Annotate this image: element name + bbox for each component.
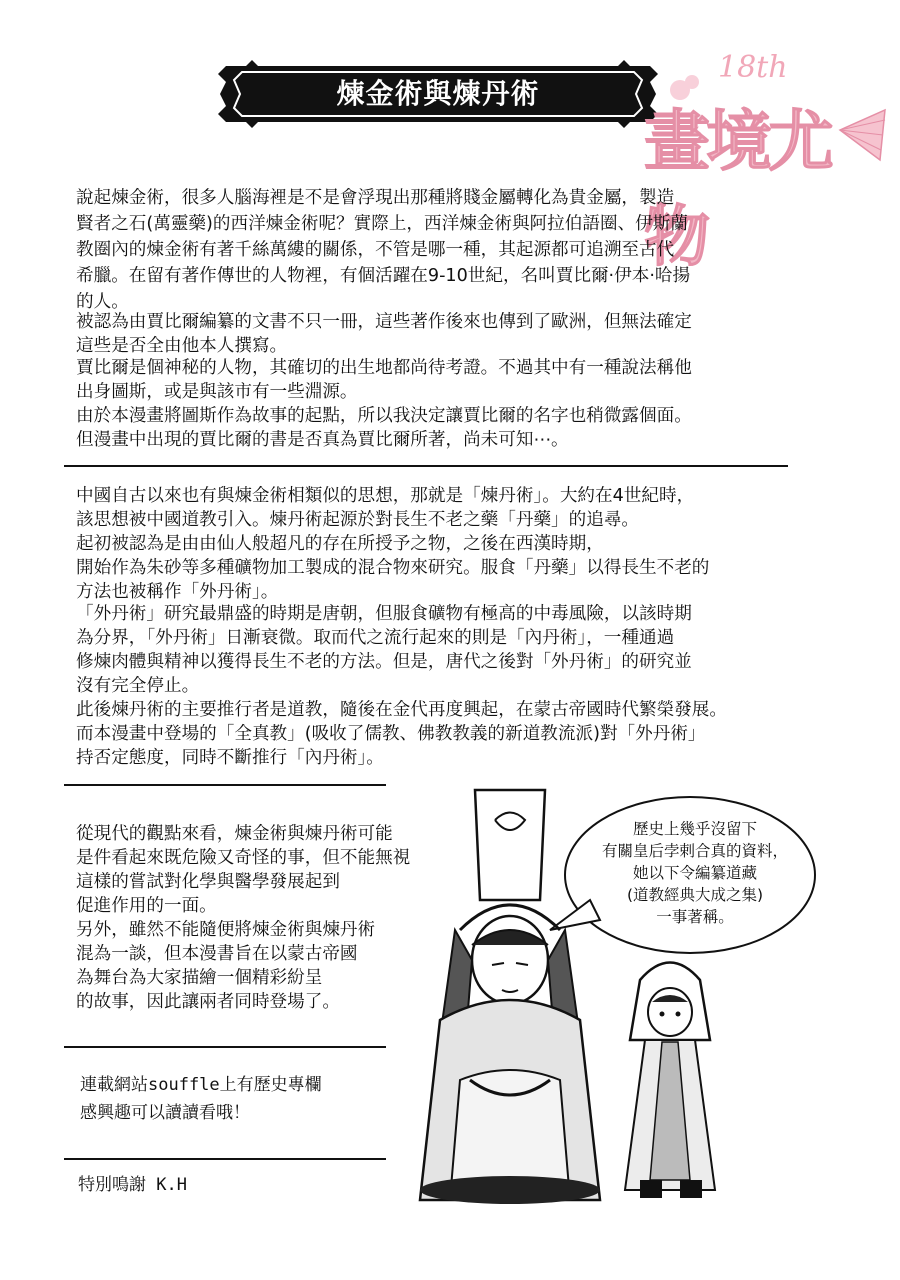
paragraph-line: 的人。	[76, 292, 129, 312]
paragraph-line: 由於本漫畫將圖斯作為故事的起點，所以我決定讓賈比爾的名字也稍微露個面。	[76, 406, 692, 426]
paragraph-line: 被認為由賈比爾編纂的文書不只一冊，這些著作後來也傳到了歐洲，但無法確定	[76, 312, 692, 332]
speech-bubble-line: (道教經典大成之集)	[626, 886, 764, 904]
paragraph-line: 這些是否全由他本人撰寫。	[76, 336, 288, 356]
paragraph-line: 「外丹術」研究最鼎盛的時期是唐朝，但服食礦物有極高的中毒風險，以該時期	[76, 604, 692, 624]
speech-bubble-line: 有關皇后孛剌合真的資料，	[601, 842, 788, 860]
paragraph-line: 教圈內的煉金術有著千絲萬縷的關係，不管是哪一種，其起源都可追溯至古代	[76, 240, 675, 260]
site-logo	[640, 50, 890, 275]
paragraph-line: 希臘。在留有著作傳世的人物裡，有個活躍在9-10世紀，名叫賈比爾·伊本·哈揚	[76, 266, 691, 286]
title-banner	[218, 60, 658, 128]
paragraph-line: 中國自古以來也有與煉金術相類似的思想，那就是「煉丹術」。大約在4世紀時，	[76, 486, 695, 506]
divider	[64, 465, 788, 467]
paragraph-line: 開始作為朱砂等多種礦物加工製成的混合物來研究。服食「丹藥」以得長生不老的	[76, 558, 710, 578]
paragraph-line: 沒有完全停止。	[76, 676, 200, 696]
paragraph-line: 混為一談，但本漫書旨在以蒙古帝國	[76, 944, 358, 964]
paragraph-line: 賈比爾是個神秘的人物，其確切的出生地都尚待考證。不過其中有一種說法稱他	[76, 358, 692, 378]
paragraph-line: 這樣的嘗試對化學與醫學發展起到	[76, 872, 340, 892]
paragraph-line: 從現代的觀點來看，煉金術與煉丹術可能	[76, 824, 393, 844]
paragraph-line: 該思想被中國道教引入。煉丹術起源於對長生不老之藥「丹藥」的追尋。	[76, 510, 640, 530]
paragraph-line: 而本漫畫中登場的「全真教」(吸收了儒教、佛教教義的新道教流派)對「外丹術」	[76, 724, 706, 744]
paragraph-line: 但漫畫中出現的賈比爾的書是否真為賈比爾所著，尚未可知⋯。	[76, 430, 569, 450]
speech-bubble-line: 歷史上幾乎沒留下	[632, 820, 757, 838]
paragraph-line: 的故事，因此讓兩者同時登場了。	[76, 992, 340, 1012]
page-title: 煉金術與煉丹術	[336, 77, 540, 110]
divider	[64, 1158, 386, 1160]
handwritten-note-line: 連載網站souffle上有歷史專欄	[80, 1075, 322, 1095]
speech-bubble-line: 她以下令編纂道藏	[632, 864, 757, 882]
logo-top-text: 18th	[718, 50, 788, 85]
paragraph-line: 出身圖斯，或是與該市有一些淵源。	[76, 382, 358, 402]
paragraph-line: 促進作用的一面。	[76, 896, 217, 916]
logo-main-text: 畫境尤物	[644, 103, 830, 275]
paragraph-line: 起初被認為是由由仙人般超凡的存在所授予之物，之後在西漢時期，	[76, 534, 604, 554]
paragraph-line: 持否定態度，同時不斷推行「內丹術」。	[76, 748, 384, 768]
paragraph-line: 另外，雖然不能隨便將煉金術與煉丹術	[76, 920, 376, 940]
paragraph-line: 是件看起來既危險又奇怪的事，但不能無視	[76, 848, 411, 868]
paragraph-line: 方法也被稱作「外丹術」。	[76, 582, 279, 602]
paragraph-line: 此後煉丹術的主要推行者是道教，隨後在金代再度興起，在蒙古帝國時代繁榮發展。	[76, 700, 727, 720]
special-thanks: 特別鳴謝 K.H	[78, 1175, 187, 1195]
divider	[64, 1046, 386, 1048]
speech-bubble-line: 一事著稱。	[656, 908, 734, 926]
handwritten-note-line: 感興趣可以讀讀看哦！	[80, 1103, 250, 1123]
paragraph-line: 為舞台為大家描繪一個精彩紛呈	[76, 968, 323, 988]
divider	[64, 784, 386, 786]
paragraph-line: 說起煉金術，很多人腦海裡是不是會浮現出那種將賤金屬轉化為貴金屬，製造	[76, 188, 675, 208]
paragraph-line: 為分界，「外丹術」日漸衰微。取而代之流行起來的則是「內丹術」，一種通過	[76, 628, 675, 648]
paragraph-line: 修煉肉體與精神以獲得長生不老的方法。但是，唐代之後對「外丹術」的研究並	[76, 652, 692, 672]
paragraph-line: 賢者之石(萬靈藥)的西洋煉金術呢？實際上，西洋煉金術與阿拉伯語圈、伊斯蘭	[76, 214, 688, 234]
